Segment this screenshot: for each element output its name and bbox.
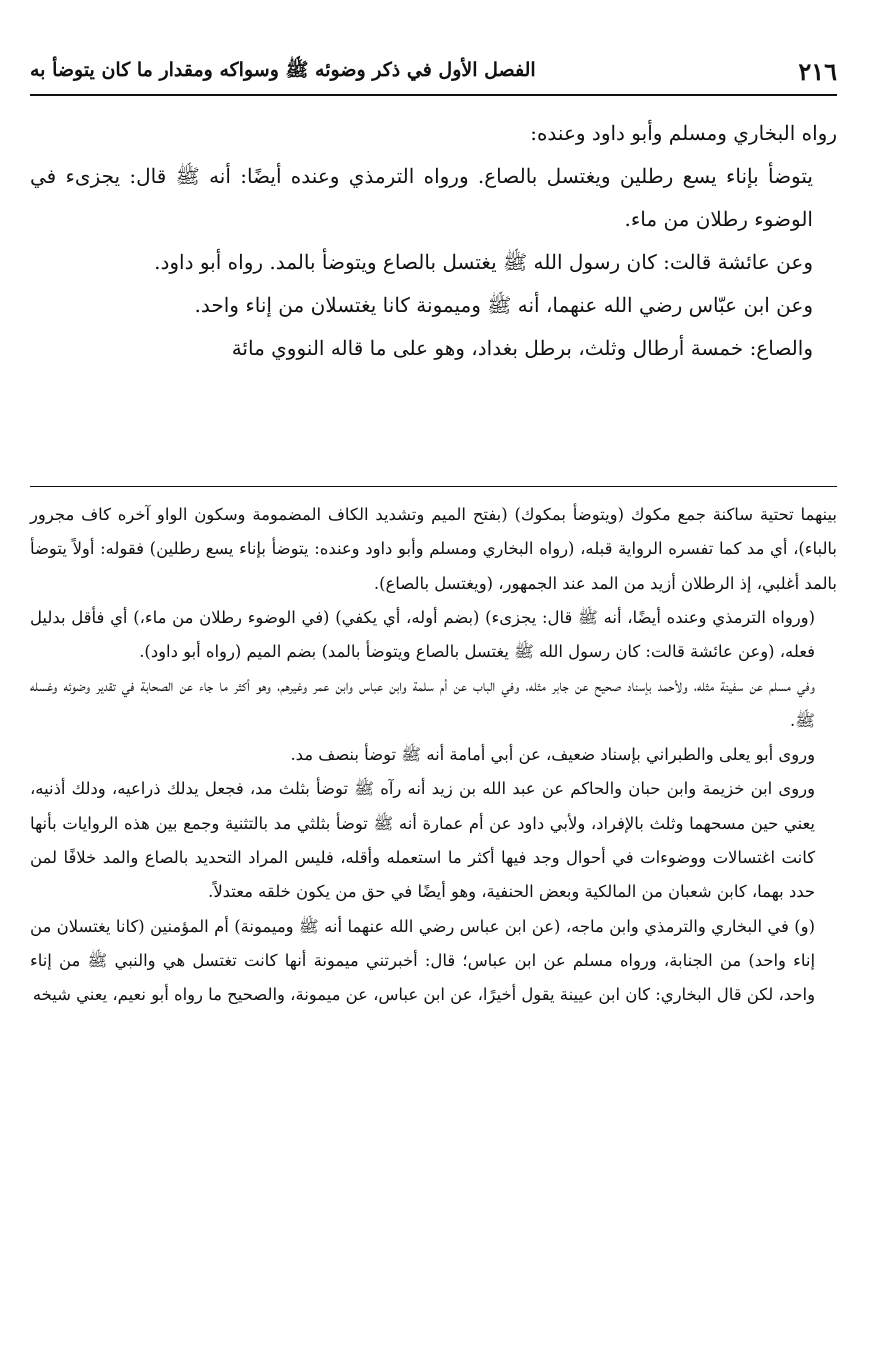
main-paragraph: يتوضأ بإناء يسع رطلين ويغتسل بالصاع. ورواه الترمذي وعنده أيضًا: أنه ﷺ قال: يجزىء في الوضوء رطلان من ماء. xyxy=(30,164,813,231)
main-paragraph: والصاع: خمسة أرطال وثلث، برطل بغداد، وهو على ما قاله النووي مائة xyxy=(231,336,813,360)
running-title: الفصل الأول في ذكر وضوئه ﷺ وسواكه ومقدار ما كان يتوضأ به xyxy=(30,59,536,81)
commentary-paragraph: وفي مسلم عن سفينة مثله، ولأحمد بإسناد صحيح عن جابر مثله، وفي الباب عن أم سلمة وابن عباس وابن عمر وغيرهم، وهو أكثر ما جاء عن الصحابة في تقدير وضوئه وغسله ﷺ. xyxy=(30,676,815,730)
commentary-paragraph: (و) في البخاري والترمذي وابن ماجه، (عن ابن عباس رضي الله عنهما أنه ﷺ وميمونة) أم المؤمنين (كانا يغتسلان من إناء واحد) من الجنابة، ورواه مسلم عن ابن عباس؛ قال: أخبرتني ميمونة أنها كانت تغتسل هي والنبي ﷺ من إناء واحد، لكن قال البخاري: كان ابن عيينة يقول أخيرًا، عن ابن عباس، عن ميمونة، والصحيح ما رواه أبو نعيم، يعني شيخه xyxy=(30,916,815,1005)
commentary xyxy=(30,498,837,1012)
main-paragraph: وعن ابن عبّاس رضي الله عنهما، أنه ﷺ وميمونة كانا يغتسلان من إناء واحد. xyxy=(194,293,813,317)
page-header xyxy=(30,52,837,86)
main-text xyxy=(30,112,837,370)
commentary-paragraph: وروى أبو يعلى والطبراني بإسناد ضعيف، عن أبي أمامة أنه ﷺ توضأ بنصف مد. xyxy=(290,745,815,765)
page-number: ٢١٦ xyxy=(798,57,837,86)
main-paragraph: وعن عائشة قالت: كان رسول الله ﷺ يغتسل بالصاع ويتوضأ بالمد. رواه أبو داود. xyxy=(154,250,813,274)
footnote-divider xyxy=(30,486,837,487)
commentary-paragraph: (ورواه الترمذي وعنده أيضًا، أنه ﷺ قال: يجزىء) (بضم أوله، أي يكفي) (في الوضوء رطلان من ماء،) أي فأقل بدليل فعله، (وعن عائشة قالت: كان رسول الله ﷺ يغتسل بالصاع ويتوضأ بالمد) بضم الميم (رواه أبو داود). xyxy=(30,607,815,662)
commentary-paragraph: بينهما تحتية ساكنة جمع مكوك (ويتوضأ بمكوك) (بفتح الميم وتشديد الكاف المضمومة وسكون الواو آخره كاف مجرور بالباء)، أي مد كما تفسره الرواية قبله، (رواه البخاري ومسلم وأبو داود وعنده: يتوضأ بإناء يسع رطلين) فقوله: أولاً يتوضأ بالمد أغلبي، إذ الرطلان أزيد من المد عند الجمهور، (ويغتسل بالصاع). xyxy=(30,505,837,593)
commentary-paragraph: وروى ابن خزيمة وابن حبان والحاكم عن عبد الله بن زيد أنه رآه ﷺ توضأ بثلث مد، فجعل يدلك ذراعيه، ودلك أذنيه، يعني حين مسحهما وثلث بالإفراد، ولأبي داود عن أم عمارة أنه ﷺ توضأ بثلثي مد بالتثنية وجمع بين هذه الروايات بأنها كانت اغتسالات ووضوءات في أحوال وجد فيها أكثر ما استعمله وأقله، فليس المراد التحديد بالصاع والمد خلافًا لمن حدد بهما، كابن شعبان من المالكية وبعض الحنفية، وهو أيضًا في حق من يكون خلقه معتدلاً. xyxy=(30,779,815,902)
header-rule xyxy=(30,94,837,96)
main-paragraph: رواه البخاري ومسلم وأبو داود وعنده: xyxy=(530,121,837,145)
